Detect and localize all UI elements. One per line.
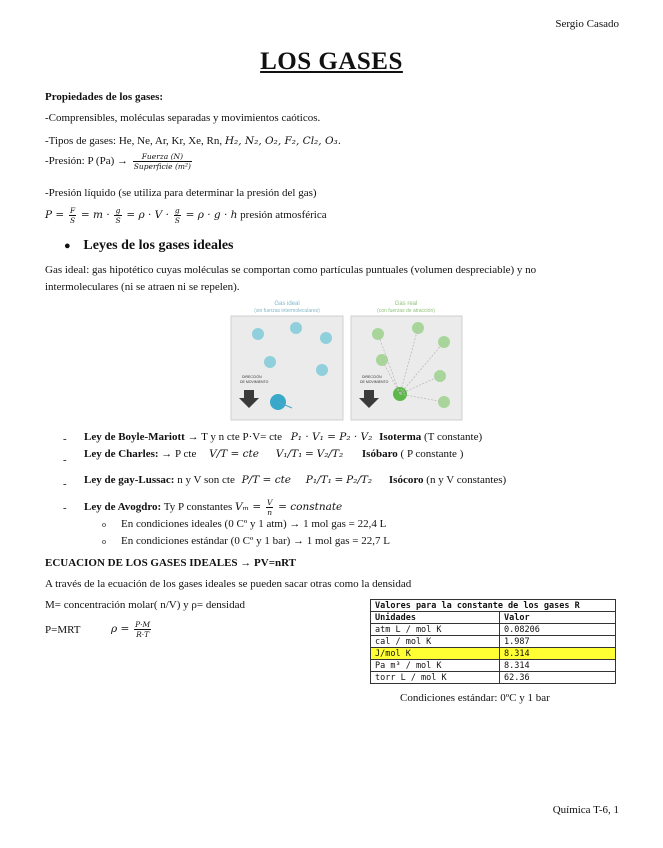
table-caption: Condiciones estándar: 0ºC y 1 bar [400,692,550,704]
law-charles-type: Isóbaro [361,448,398,460]
law-charles-cond: → P cte [161,448,197,460]
real-box-title: Gas real [394,301,418,307]
ideal-bullet [64,238,234,254]
gas-figure [230,298,464,422]
ideal-particle [320,332,332,344]
page-footer: Química T-6, 1 [552,804,619,816]
liquid-pressure-line: -Presión líquido (se utiliza para determinar la presión del gas) [45,187,317,199]
law-boyle-name: Ley de Boyle-Mariott [84,431,185,443]
eq-s-2: S [174,216,180,225]
ideal-particle [290,322,302,334]
real-dir-label-2: DE MOVIMIENTO [360,380,389,384]
law-boyle-cond: → T y n cte P·V= cte [187,431,282,443]
law-boyle-type: Isoterma [379,431,422,443]
law-charles-eq: V/T = cte [209,448,259,460]
law-avogadro-eq-right: = constnate [278,501,343,514]
eq-g-1: g [115,206,121,215]
law-boyle-eq: P₁ · V₁ = P₂ · V₂ [290,431,373,443]
table-row [371,672,616,684]
eq-mid1: = m · [80,209,110,222]
law-gaylussac-eq2-right: P₂/T₂ [346,474,373,486]
table-row-highlighted [371,648,616,660]
density-den: R·T [136,630,150,639]
law-gaylussac-eq: P/T = cte [241,474,292,486]
real-box-sub: (con fuerzas de atracción) [377,308,435,314]
ecuacion-text: A través de la ecuación de los gases ideales se pueden sacar otras como la densidad [45,578,412,590]
law-gaylussac [84,474,506,486]
law-gaylussac-cond: n y V son cte [177,474,235,486]
table-row [371,624,616,636]
ideal-dir-label-1: DIRECCIÓN [242,375,262,379]
table-cell-value: 8.314 [500,648,616,660]
law-gaylussac-eq-sign: = [334,474,344,486]
avogadro-num: V [266,498,273,507]
props-heading: Propiedades de los gases: [45,91,164,103]
eq-p: P = [45,209,65,222]
eq-frac-fs [69,206,76,225]
law-gaylussac-tail: (n y V constantes) [426,474,507,486]
table-header-value: Valor [500,612,616,624]
ideal-text-1: Gas ideal: gas hipotético cuyas moléculas se comportan como partículas puntuales (volumen despreciable) y no [45,264,537,276]
page-title: LOS GASES [260,48,403,75]
r-constant-table [370,599,616,684]
table-cell-value: 8.314 [500,660,616,672]
density-frac [134,620,151,639]
sub-bullet-icon: o [102,537,106,546]
law-avogadro-cond: Ty P constantes [163,501,233,514]
table-cell-units: torr L / mol K [371,672,500,684]
ecuacion-m-line: M= concentración molar( n/V) y ρ= densidad [45,599,245,611]
bullet-dot: ● [64,240,71,252]
law-gaylussac-type: Isócoro [388,474,424,486]
eq-frac-gs-2 [174,206,181,225]
gas-figure-svg [230,298,464,422]
table-header-units: Unidades [371,612,500,624]
ecuacion-heading: ECUACION DE LOS GASES IDEALES → PV=nRT [45,557,296,569]
ideal-particle [252,328,264,340]
law-charles-eq-sign: = [305,448,314,460]
density-formula [111,620,153,639]
law-charles-name: Ley de Charles: [84,448,159,460]
table-cell-value: 0.08206 [500,624,616,636]
law-avogadro-name: Ley de Avogdro: [84,501,162,514]
eq-s: S [69,216,76,225]
law-gaylussac-eq2-left: P₁/T₁ [305,474,332,486]
gas-types-formulas: H₂, N₂, O₂, F₂, Cl₂, O₃. [224,135,342,147]
pressure-equation [45,206,327,225]
pressure-prefix: -Presión: P (Pa) → [45,155,129,168]
ideal-box-sub: (sin fuerzas intermoleculares) [254,308,320,314]
gas-types-text: -Tipos de gases: He, Ne, Ar, Kr, Xe, Rn, [45,135,223,147]
law-dash: - [63,478,67,490]
law-avogadro-frac [266,498,273,517]
law-charles [84,448,463,460]
ideal-text-2: intermoleculares (ni se atraen ni se repelen). [45,281,240,293]
avogadro-den: n [267,508,273,517]
table-cell-units: J/mol K [371,648,500,660]
eq-f: F [69,206,76,215]
table-cell-units: atm L / mol K [371,624,500,636]
density-num: P·M [135,620,151,629]
table-cell-value: 62.36 [500,672,616,684]
props-line-2 [45,135,341,147]
sub-bullet-icon: o [102,520,106,529]
table-cell-units: cal / mol K [371,636,500,648]
eq-s-1: S [115,216,121,225]
law-boyle [84,431,482,443]
density-rho: ρ = [111,623,130,636]
table-row [371,660,616,672]
table-cell-units: Pa m³ / mol K [371,660,500,672]
eq-suffix: presión atmosférica [240,209,327,222]
law-gaylussac-name: Ley de gay-Lussac: [84,474,175,486]
law-charles-eq2-right: V₂/T₂ [316,448,344,460]
pressure-fraction [133,152,192,171]
law-avogadro [84,498,342,517]
eq-mid2: = ρ · V · [126,209,169,222]
avogadro-item-1: En condiciones ideales (0 Cº y 1 atm) → 1 mol gas = 22,4 L [121,518,387,530]
ideal-heading: Leyes de los gases ideales [83,238,234,253]
pressure-denominator: Superficie (m²) [133,162,191,171]
avogadro-item-2: En condiciones estándar (0 Cº y 1 bar) → 1 mol gas = 22,7 L [121,535,390,547]
law-dash: - [63,502,67,514]
table-title-row [371,600,616,612]
eq-g-2: g [174,206,180,215]
pressure-numerator: Fuerza (N) [133,152,192,162]
eq-end: = ρ · g · h [185,209,238,222]
ideal-particle [316,364,328,376]
pressure-line [45,152,194,171]
ideal-box-title: Gas ideal [274,301,300,307]
law-dash: - [63,454,67,466]
law-charles-eq2-left: V₁/T₁ [275,448,303,460]
law-dash: - [63,433,67,445]
table-cell-value: 1.987 [500,636,616,648]
table-row [371,636,616,648]
ecuacion-pmrt: P=MRT [45,624,81,636]
law-charles-tail: ( P constante ) [400,448,464,460]
props-line-1: -Comprensibles, moléculas separadas y movimientos caóticos. [45,112,321,124]
real-dir-label-1: DIRECCIÓN [362,375,382,379]
law-avogadro-eq-left: Vₘ = [235,501,262,514]
eq-frac-gs-1 [114,206,121,225]
law-boyle-tail: (T constante) [424,431,483,443]
table-title: Valores para la constante de los gases R [371,600,616,612]
table-header-row [371,612,616,624]
author-name: Sergio Casado [555,18,619,30]
ideal-particle [264,356,276,368]
ideal-dir-label-2: DE MOVIMIENTO [240,380,269,384]
